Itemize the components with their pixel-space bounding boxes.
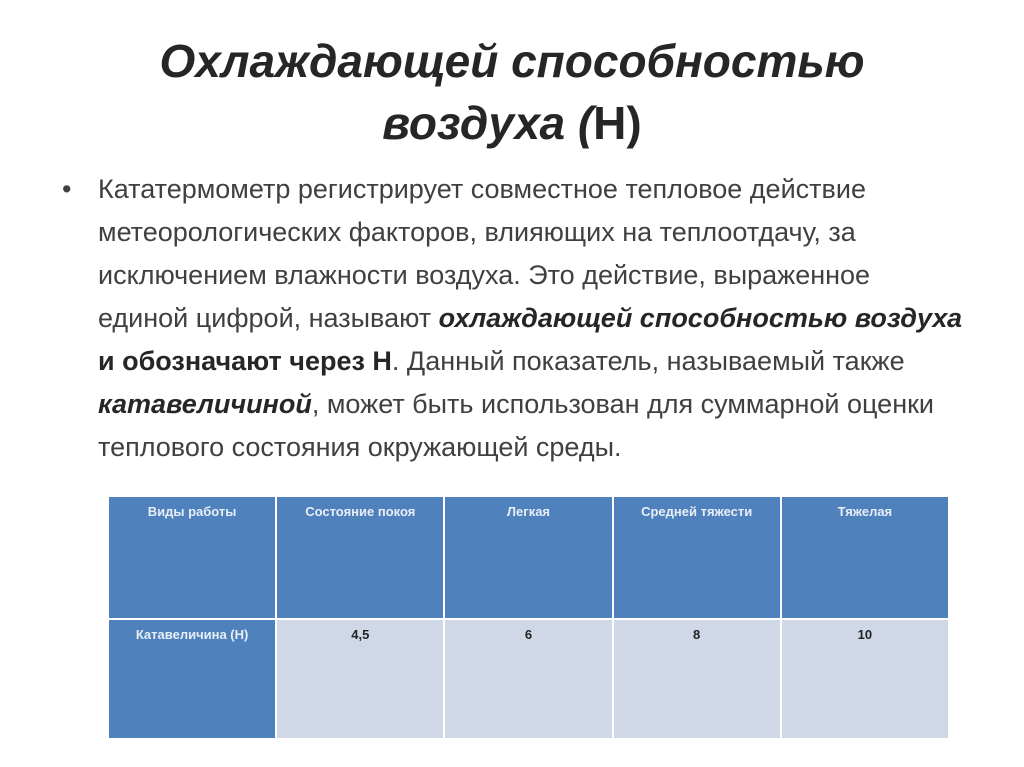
body-text-1: Кататермометр регистрирует совместное тепловое действие метеорологических факторов, влияющих на теплоотдачу, за исключением влажности воздуха. Это действие, выраженное единой цифрой, называют bbox=[98, 174, 871, 333]
term-designation: и обозначают через Н bbox=[98, 346, 392, 376]
table-header-medium: Средней тяжести bbox=[613, 496, 781, 619]
table-cell-rest: 4,5 bbox=[276, 619, 444, 739]
table-row-label: Катавеличина (Н) bbox=[108, 619, 276, 739]
title-line-1: Охлаждающей способностью bbox=[159, 35, 865, 87]
table-header-work-type: Виды работы bbox=[108, 496, 276, 619]
table-row bbox=[108, 619, 949, 739]
table-cell-medium: 8 bbox=[613, 619, 781, 739]
term-katavalue: катавеличиной bbox=[98, 389, 312, 419]
title-line-2-italic: воздуха ( bbox=[382, 97, 594, 149]
title-line-2-plain: Н) bbox=[593, 97, 642, 149]
katavalue-table bbox=[107, 495, 950, 740]
table-header-heavy: Тяжелая bbox=[781, 496, 949, 619]
body-paragraph bbox=[62, 168, 962, 469]
title-line-2 bbox=[60, 92, 964, 154]
body-text-3: , может быть использован для суммарной оценки теплового состояния окружающей среды. bbox=[98, 389, 934, 462]
table-header-row bbox=[108, 496, 949, 619]
slide-title bbox=[60, 30, 964, 154]
table-header-light: Легкая bbox=[444, 496, 612, 619]
table-cell-heavy: 10 bbox=[781, 619, 949, 739]
body-text-2: . Данный показатель, называемый также bbox=[391, 346, 905, 376]
table-cell-light: 6 bbox=[444, 619, 612, 739]
bullet-icon: • bbox=[62, 174, 72, 204]
body-list bbox=[62, 168, 962, 469]
term-cooling-capacity: охлаждающей способностью воздуха bbox=[438, 303, 963, 333]
table-header-rest: Состояние покоя bbox=[276, 496, 444, 619]
